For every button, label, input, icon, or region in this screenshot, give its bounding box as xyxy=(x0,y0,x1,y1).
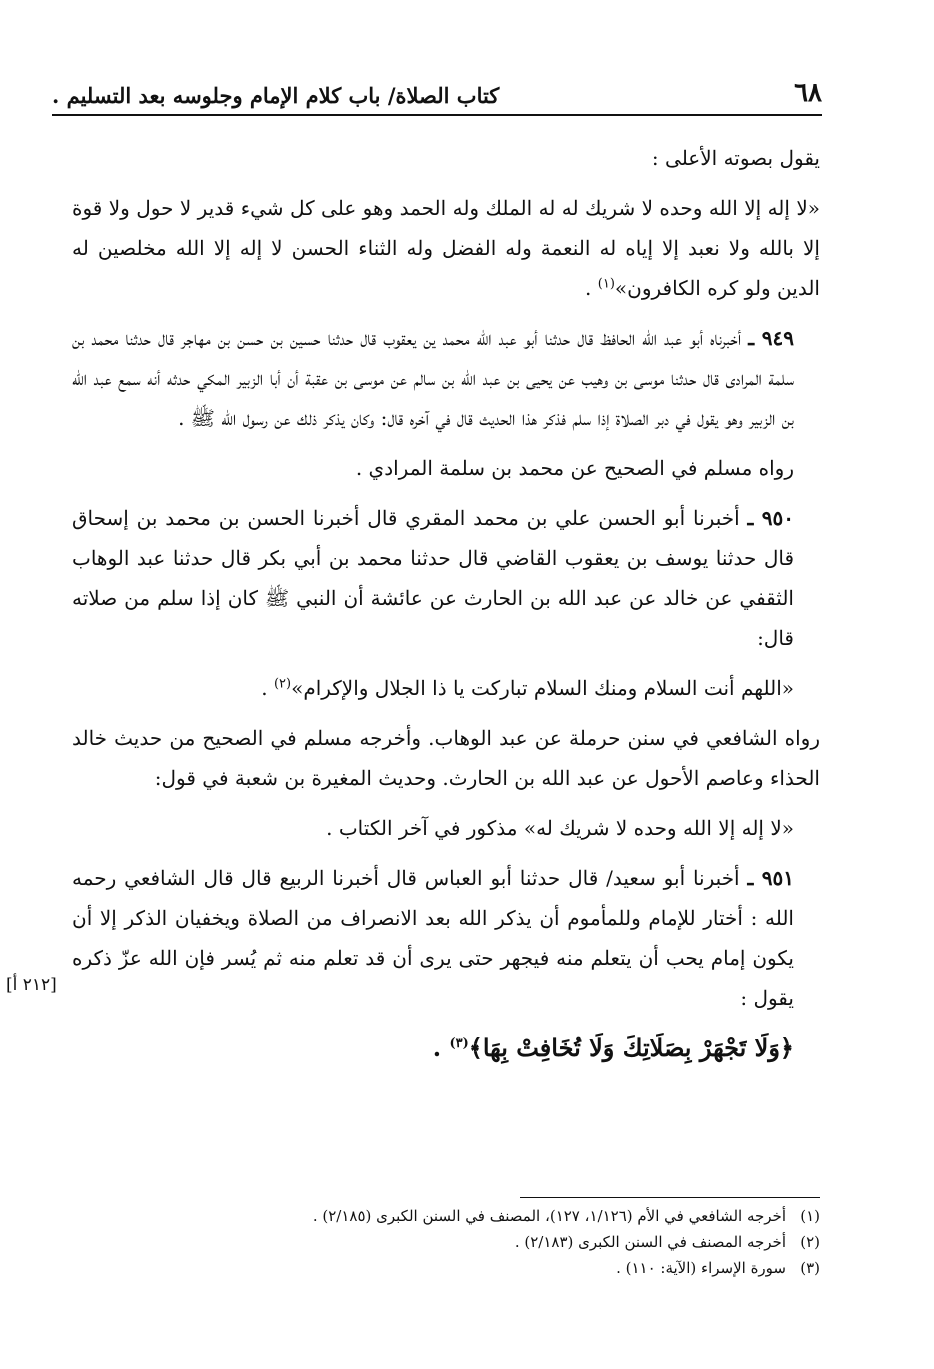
hadith-951 xyxy=(72,858,820,1018)
footnote-marker: (١) xyxy=(800,1207,820,1225)
footnote-text: أخرجه المصنف في السنن الكبرى (٢/١٨٣) . xyxy=(514,1233,786,1251)
main-text xyxy=(72,138,820,1078)
paragraph-dua-quote xyxy=(72,668,820,708)
header-rule xyxy=(52,114,822,116)
paragraph-text: أخبرنا أبو الحسن علي بن محمد المقري قال أخبرنا الحسن بن محمد بن إسحاق قال حدثنا يوسف بن يعقوب القاضي قال حدثنا محمد بن أبي بكر قال حدثنا عبد الوهاب الثقفي عن خالد عن عبد الله بن الحارث عن عائشة أن النبي ﷺ كان إذا سلم من صلاته قال: xyxy=(72,506,794,650)
footnote-text: سورة الإسراء (الآية: ١١٠) . xyxy=(616,1259,786,1277)
footnote-reference: (٣) xyxy=(449,1036,469,1051)
footnote-rule xyxy=(520,1197,820,1198)
footnote-reference: (٢) xyxy=(273,676,292,692)
paragraph-text: «لا إله إلا الله وحده لا شريك له له الملك وله الحمد وهو على كل شيء قدير لا حول ولا قوة إلا بالله ولا نعبد إلا إياه له النعمة وله الفضل وله الثناء الحسن لا إله إلا الله مخلصين له الدين ولو كره الكافرون» xyxy=(72,196,820,300)
paragraph-tail: . xyxy=(585,276,598,300)
paragraph-dhikr-quote xyxy=(72,188,820,308)
footnote-marker: (٢) xyxy=(800,1233,820,1251)
paragraph-tail: . xyxy=(261,676,274,700)
footnote-item xyxy=(72,1229,820,1255)
hadith-number: ٩٤٩ ـ xyxy=(748,326,794,350)
quran-verse xyxy=(72,1028,820,1068)
margin-folio-note: [٢١٢ أ] xyxy=(6,975,57,995)
paragraph-text: «لا إله إلا الله وحده لا شريك له» مذكور في آخر الكتاب . xyxy=(326,816,794,840)
hadith-950 xyxy=(72,498,820,658)
page-header xyxy=(52,60,822,106)
footnote-marker: (٣) xyxy=(800,1259,820,1277)
footnotes xyxy=(72,1203,820,1281)
paragraph-intro xyxy=(72,138,820,178)
running-title: كتاب الصلاة/ باب كلام الإمام وجلوسه بعد التسليم . xyxy=(52,83,500,108)
footnote-item xyxy=(72,1203,820,1229)
hadith-number: ٩٥٠ ـ xyxy=(747,506,794,530)
hadith-949 xyxy=(72,318,820,438)
paragraph-text: ﴿وَلَا تَجْهَرْ بِصَلَاتِكَ وَلَا تُخَافِتْ بِهَا﴾ xyxy=(468,1033,794,1062)
footnote-reference: (١) xyxy=(597,276,615,292)
paragraph-narration-muslim xyxy=(72,448,820,488)
paragraph-text: يقول بصوته الأعلى : xyxy=(651,146,820,170)
hadith-number: ٩٥١ ـ xyxy=(747,866,794,890)
paragraph-mughira-quote xyxy=(72,808,820,848)
paragraph-text: رواه الشافعي في سنن حرملة عن عبد الوهاب. وأخرجه مسلم في الصحيح من حديث خالد الحذاء وعاصم الأحول عن عبد الله بن الحارث. وحديث المغيرة بن شعبة في قول: xyxy=(72,726,820,790)
footnote-item xyxy=(72,1255,820,1281)
paragraph-tail: . xyxy=(432,1033,450,1062)
paragraph-text: رواه مسلم في الصحيح عن محمد بن سلمة المرادي . xyxy=(355,456,794,480)
paragraph-text: «اللهم أنت السلام ومنك السلام تباركت يا ذا الجلال والإكرام» xyxy=(291,676,794,700)
paragraph-narration-shafii xyxy=(72,718,820,798)
footnote-text: أخرجه الشافعي في الأم (١/١٢٦، ١٢٧)، المصنف في السنن الكبرى (٢/١٨٥) . xyxy=(312,1207,786,1225)
paragraph-text: أخبرنا أبو سعيد/ قال حدثنا أبو العباس قال أخبرنا الربيع قال قال الشافعي رحمه الله : أختار للإمام وللمأموم أن يذكر الله بعد الانصراف من الصلاة ويخفيان الذكر إلا أن يكون إمام يحب أن يتعلم منه فيجهر حتى يرى أن قد تعلم منه ثم يُسر فإن الله عزّ ذكره يقول : xyxy=(72,866,794,1010)
page-number: ٦٨ xyxy=(794,78,822,108)
paragraph-text: أخبرناه أبو عبد الله الحافظ قال حدثنا أبو عبد الله محمد ين يعقوب قال حدثنا حسين بن حسن بن مهاجر قال حدثنا محمد بن سلمة المرادى قال حدثنا موسى بن وهيب عن يحيى بن عبد الله بن سالم عن موسى بن عقبة أن أبا الزبير المكي حدثه أنه سمع عبد الله بن الزبير وهو يقول في دبر الصلاة إذا سلم فذكر هذا الحديث قال في آخره قال: وكان يذكر ذلك عن رسول الله ﷺ . xyxy=(72,326,794,430)
